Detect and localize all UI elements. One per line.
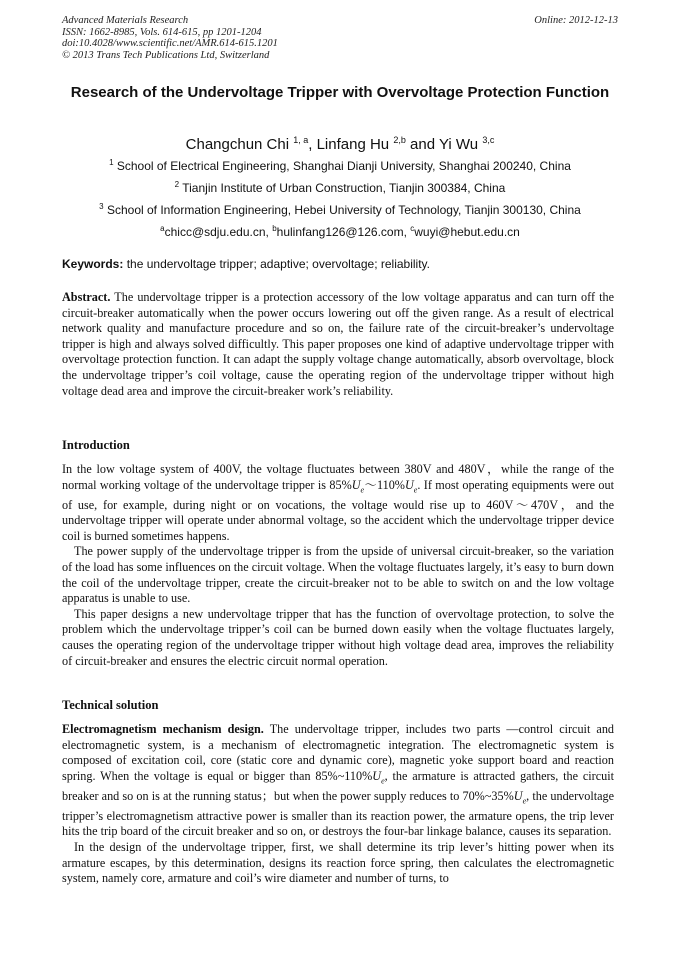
introduction-body: [62, 462, 614, 669]
author-name: Changchun Chi: [185, 136, 290, 153]
author-and: and: [410, 136, 436, 153]
section-heading-introduction: Introduction: [62, 438, 130, 452]
symbol-ue: $U_e$: [404, 477, 418, 495]
affiliation: [62, 178, 618, 195]
symbol-ue: $U_e$: [513, 788, 527, 806]
paper-title: Research of the Undervoltage Tripper with Overvoltage Protection Function: [70, 84, 610, 101]
author-emails: $^a$chicc@sdju.edu.cn, $^b$hulinfang126@126.com, $^c$wuyi@hebut.edu.cn: [160, 224, 520, 239]
paragraph: This paper designs a new undervoltage tripper that has the function of overvoltage protection, to solve the problem which the undervoltage tripper’s coil can be burned down easily when the voltage fluctuates largely, causes the operating region of the undervoltage tripper without high voltage dead area, improves the reliability of circuit-breaker and ensures the electric circuit normal operation.: [62, 606, 614, 668]
journal-header: [62, 15, 618, 61]
author-affil-mark: 2,b: [393, 135, 406, 145]
affiliation: [62, 156, 618, 173]
symbol-ue: $U_e$: [351, 477, 365, 495]
run-in-heading: Electromagnetism mechanism design.: [62, 722, 264, 736]
affiliation-text: School of Information Engineering, Hebei University of Technology, Tianjin 300130, China: [106, 203, 581, 217]
author-line: [62, 131, 618, 154]
paragraph: In the design of the undervoltage tripper, first, we shall determine its trip lever’s hitting power when its armature escapes, by this determination, designs its reaction force spring, then calculates the electromagnetic system, namely core, armature and coil’s wire diameter and number of turns, to: [62, 840, 614, 886]
affiliation: [62, 200, 618, 217]
journal-doi: doi:10.4028/www.scientific.net/AMR.614-615.1201: [62, 38, 278, 49]
email-mark: a: [160, 224, 165, 233]
author-name: Linfang Hu: [316, 136, 390, 153]
journal-issn: ISSN: 1662-8985, Vols. 614-615, pp 1201-1204: [62, 26, 262, 38]
journal-name: Advanced Materials Research: [62, 15, 189, 26]
email-link[interactable]: chicc@sdju.edu.cn: [164, 225, 266, 239]
email-mark: b: [272, 224, 277, 233]
paragraph: The power supply of the undervoltage tripper is from the upside of universal circuit-breaker, so the variation of the load has some influences on the circuit voltage. When the voltage fluctuates largely, it’s easy to burn down the coil of the undervoltage tripper, create the circuit-breaker not to be able to switch on and the low voltage apparatus is unable to use.: [62, 544, 614, 606]
affiliation-mark: 2: [174, 180, 180, 189]
keywords-text: the undervoltage tripper; adaptive; overvoltage; reliability.: [126, 257, 430, 271]
author-name: Yi Wu: [438, 136, 479, 153]
symbol-ue: $U_e$: [372, 768, 385, 786]
affiliation-mark: 1: [109, 158, 114, 167]
paragraph: Electromagnetism mechanism design. The undervoltage tripper, includes two parts —control circuit and electromagnetic system, is a mechanism of electromagnetic integration. The electromagnetic system is composed of excitation coil, core (static core and dynamic core), magnetic yoke support board and reaction spring. When the voltage is equal or bigger than $85\%\sim 110\%U_e$, the armature is attracted gathers, the circuit breaker and so on is at the running status；but when the power supply reduces to $70\%\sim 35\%U_e$, the undervoltage tripper’s electromagnetism attractive power is smaller than its reaction power, the armature opens, the trip lever hits the trip board of the circuit breaker and so on, or destroys the four-bar linkage balance, causes its separation.: [62, 722, 615, 839]
keywords: [62, 257, 618, 271]
abstract: [62, 290, 614, 399]
author-affil-mark: 3,c: [482, 135, 495, 145]
keywords-label: Keywords:: [62, 257, 124, 271]
email-link[interactable]: hulinfang126@126.com: [276, 225, 404, 239]
abstract-text: The undervoltage tripper is a protection accessory of the low voltage apparatus and can turn off the circuit-breaker automatically when the power occurs lowering out off the given range. As a result of electrical network quality and manufacture procedure and so on, the failure rate of the circuit-breaker’s undervoltage tripper is high and always solved difficultly. This paper proposes one kind of adaptive undervoltage tripper with overvoltage protection function. It can adapt the supply voltage change automatically, absorb overvoltage, block the undervoltage tripper’s coil voltage, cause the operating region of the undervoltage tripper without high voltage dead area and improve the circuit-breaker work’s reliability.: [62, 290, 614, 398]
affiliation-text: School of Electrical Engineering, Shanghai Dianji University, Shanghai 200240, China: [116, 159, 571, 173]
email-mark: c: [410, 224, 415, 233]
abstract-label: Abstract.: [62, 290, 111, 304]
author-affil-mark: 1, a: [293, 135, 309, 145]
online-date: Online: 2012-12-13: [534, 15, 618, 26]
affiliation-text: Tianjin Institute of Urban Construction, Tianjin 300384, China: [182, 181, 506, 195]
section-heading-technical: Technical solution: [62, 698, 159, 712]
journal-copyright: © 2013 Trans Tech Publications Ltd, Switzerland: [62, 49, 270, 61]
technical-body: [62, 722, 614, 887]
affiliation-mark: 3: [99, 202, 104, 211]
paragraph: In the low voltage system of 400V, the voltage fluctuates between 380V and 480V，while the range of the normal working voltage of the undervoltage tripper is $85\%U_e\sim 110\%U_e$. If most operating equipments were out of use, for example, during night or on vocations, the voltage would rise up to 460V～470V，and the undervoltage tripper will operate under abnormal voltage, so the accident which the undervoltage tripper device coil is burned sometimes happens.: [62, 462, 614, 543]
author-separator: ,: [308, 136, 317, 153]
email-link[interactable]: wuyi@hebut.edu.cn: [414, 225, 520, 239]
